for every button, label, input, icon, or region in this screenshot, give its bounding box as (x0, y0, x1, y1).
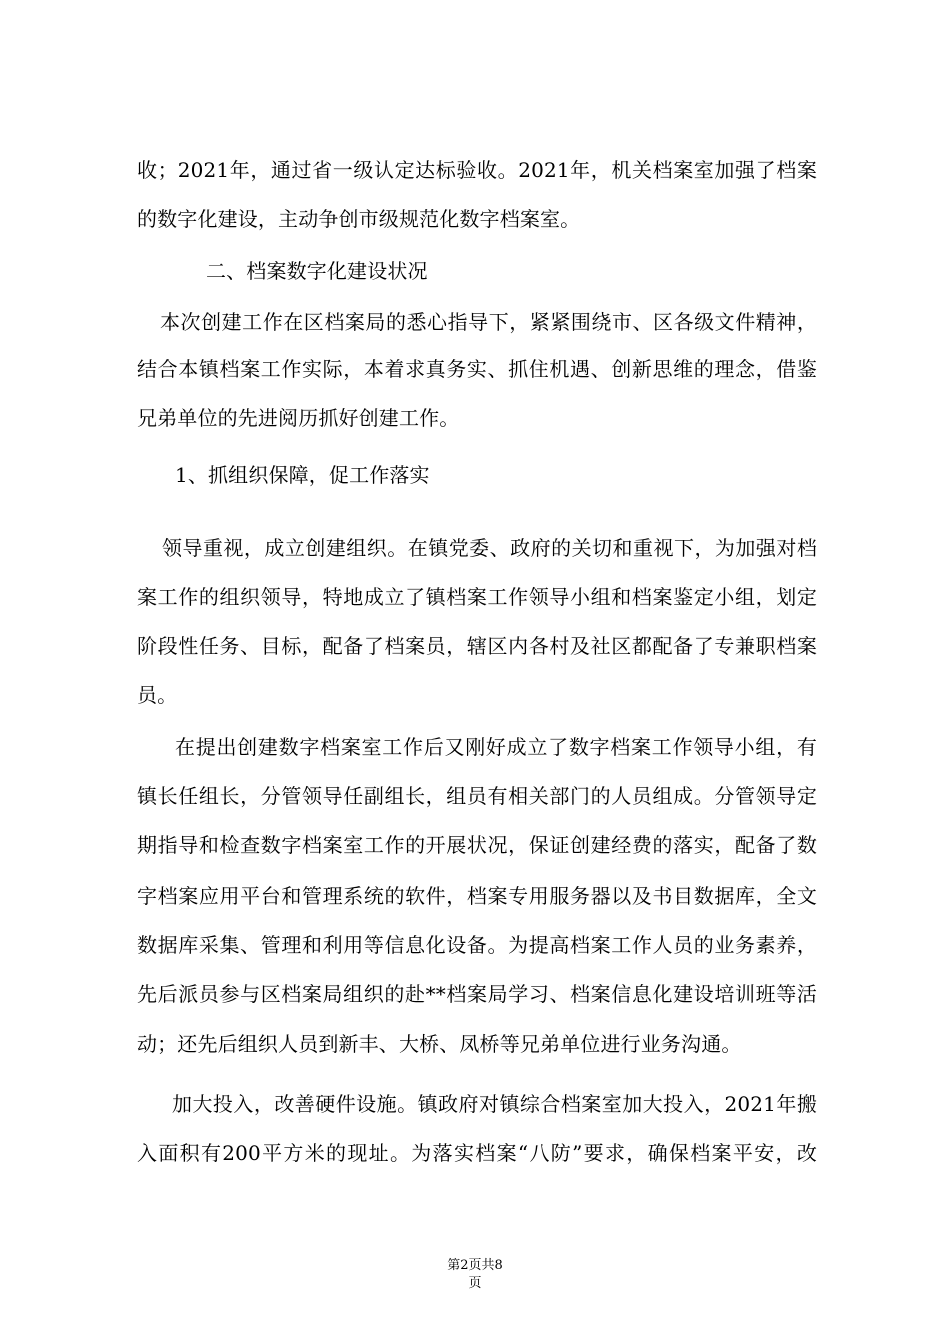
text-line-20: 入面积有200平方米的现址。为落实档案“八防”要求，确保档案平安，改 (137, 1141, 817, 1165)
text-line-9: 案工作的组织领导，特地成立了镇档案工作领导小组和档案鉴定小组，划定 (137, 585, 817, 609)
subsection-heading: 1、抓组织保障，促工作落实 (175, 463, 430, 487)
text-line-11: 员。 (137, 683, 178, 707)
text-line-12: 在提出创建数字档案室工作后又刚好成立了数字档案工作领导小组，有 (175, 735, 817, 759)
text-line-13: 镇长任组长，分管领导任副组长，组员有相关部门的人员组成。分管领导定 (137, 784, 817, 808)
text-line-8: 领导重视，成立创建组织。在镇党委、政府的关切和重视下，为加强对档 (162, 536, 817, 560)
text-line-15: 字档案应用平台和管理系统的软件，档案专用服务器以及书目数据库，全文 (137, 884, 817, 908)
page-number-line-1: 第2页共8 (447, 1258, 503, 1273)
text-line-14: 期指导和检查数字档案室工作的开展状况，保证创建经费的落实，配备了数 (137, 833, 817, 857)
text-line-10: 阶段性任务、目标，配备了档案员，辖区内各村及社区都配备了专兼职档案 (137, 634, 817, 658)
text-line-19: 加大投入，改善硬件设施。镇政府对镇综合档案室加大投入，2021年搬 (172, 1092, 817, 1116)
text-line-17: 先后派员参与区档案局组织的赴**档案局学习、档案信息化建设培训班等活 (137, 982, 817, 1006)
text-line-6: 兄弟单位的先进阅历抓好创建工作。 (137, 406, 460, 430)
text-line-16: 数据库采集、管理和利用等信息化设备。为提高档案工作人员的业务素养， (137, 933, 817, 957)
text-line-2: 的数字化建设，主动争创市级规范化数字档案室。 (137, 207, 581, 231)
page-number-line-2: 页 (468, 1276, 482, 1291)
section-heading: 二、档案数字化建设状况 (206, 259, 428, 283)
text-line-18: 动；还先后组织人员到新丰、大桥、凤桥等兄弟单位进行业务沟通。 (137, 1032, 742, 1056)
text-line-5: 结合本镇档案工作实际，本着求真务实、抓住机遇、创新思维的理念，借鉴 (137, 357, 817, 381)
text-line-4: 本次创建工作在区档案局的悉心指导下，紧紧围绕市、区各级文件精神， (160, 310, 817, 334)
text-line-1: 收；2021年，通过省一级认定达标验收。2021年，机关档案室加强了档案 (137, 158, 817, 182)
